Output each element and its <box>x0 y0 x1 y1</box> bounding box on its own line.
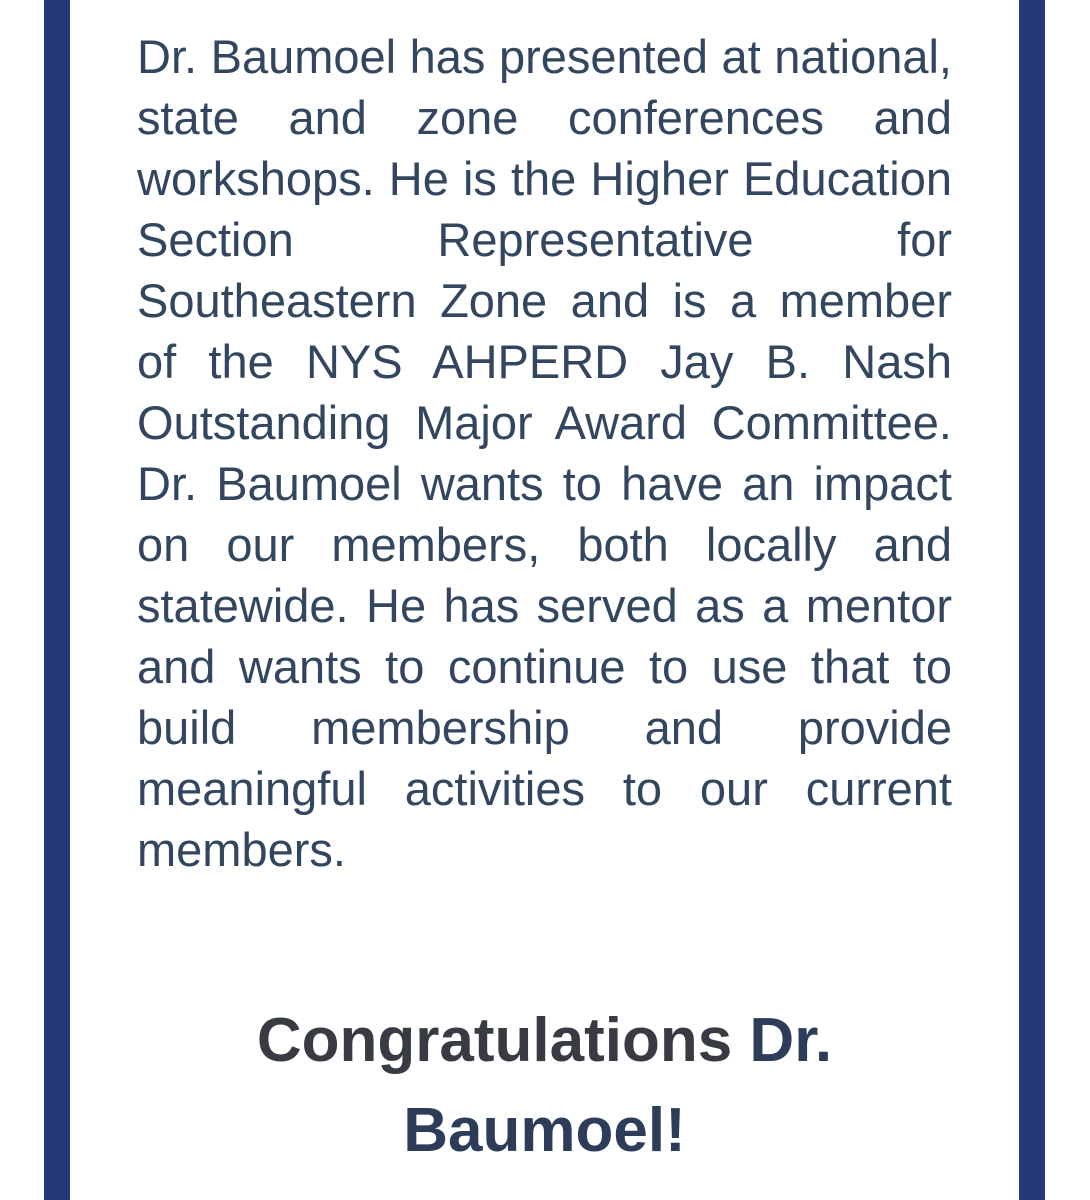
scrollbar[interactable] <box>1070 0 1090 1200</box>
honoree-name: Dr. Baumoel! <box>403 1006 833 1165</box>
bio-paragraph: Dr. Baumoel has presented at national, state and zone conferences and workshops. He is the Higher Education Section Representative for Southeastern Zone and is a member of the NYS AHPERD Jay B. Nash Outstanding Major Award Committee. Dr. Baumoel wants to have an impact on our members, both locally and statewide. He has served as a mentor and wants to continue to use that to build membership and provide meaningful activities to our current members. <box>137 30 952 876</box>
left-frame-border <box>44 0 70 1200</box>
right-frame-border <box>1019 0 1045 1200</box>
congratulations-heading <box>137 996 952 1176</box>
congratulations-word: Congratulations <box>256 1006 733 1075</box>
article-content <box>137 26 952 880</box>
